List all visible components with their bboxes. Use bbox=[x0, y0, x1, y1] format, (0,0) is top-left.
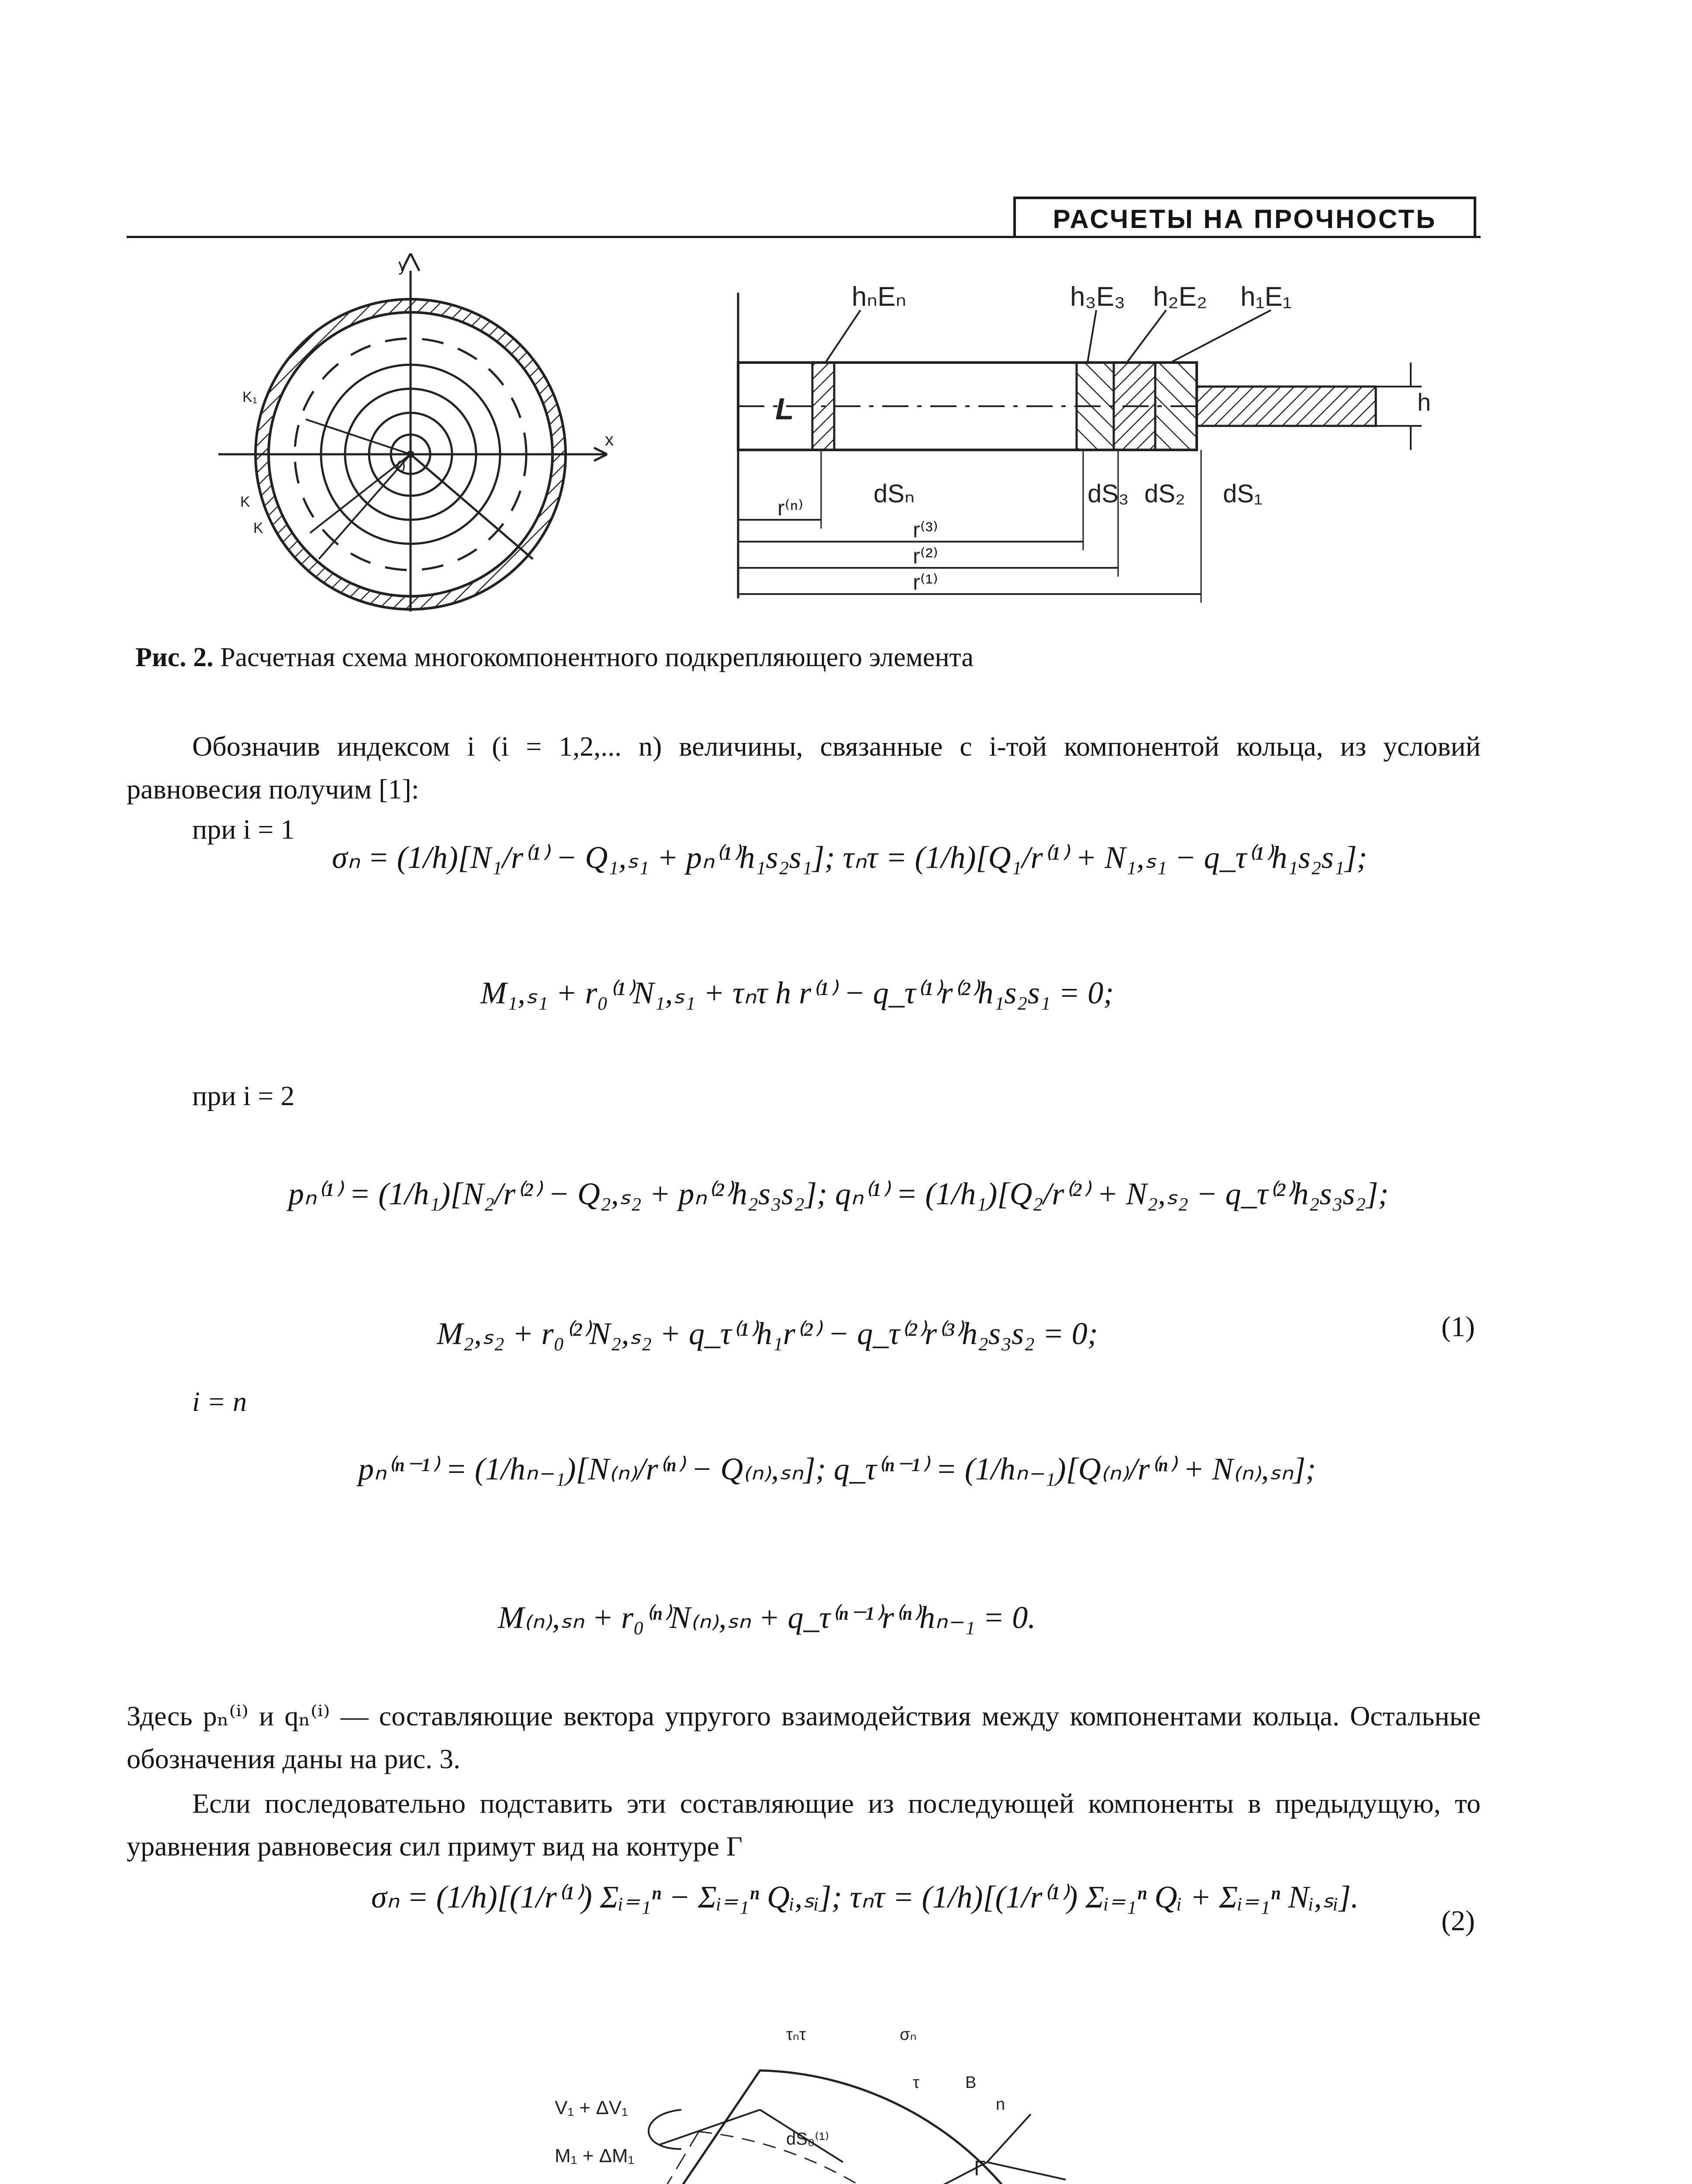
paragraph-2: Здесь pₙ⁽ⁱ⁾ и qₙ⁽ⁱ⁾ — составляющие вектора упругого взаимодействия между компонентами кольца. Остальные обозначения даны на рис. 3. bbox=[127, 1700, 1481, 1774]
label-dsn: dSₙ bbox=[874, 480, 915, 508]
label-rn: r⁽ⁿ⁾ bbox=[777, 496, 804, 520]
label-ds1: dS₁ bbox=[1223, 480, 1263, 508]
label-h1-e1: h₁E₁ bbox=[1240, 282, 1292, 312]
fig3-label-tau: τ bbox=[913, 2073, 920, 2092]
component-section bbox=[738, 293, 1422, 603]
fig3-label-v1-dv1: V₁ + ΔV₁ bbox=[555, 2097, 628, 2118]
label-h: h bbox=[1417, 388, 1431, 416]
equation-2b: M₂,ₛ₂ + r₀⁽²⁾N₂,ₛ₂ + q_τ⁽¹⁾h₁r⁽²⁾ − q_τ⁽²⁾r⁽³⁾h₂s₃s₂ = 0; bbox=[437, 1316, 1098, 1351]
label-r2: r⁽²⁾ bbox=[913, 544, 938, 568]
label-r1: r⁽¹⁾ bbox=[913, 570, 938, 594]
equation-4: σₙ = (1/h)[(1/r⁽¹⁾) Σᵢ₌₁ⁿ − Σᵢ₌₁ⁿ Qᵢ,ₛᵢ]; τₙτ = (1/h)[(1/r⁽¹⁾) Σᵢ₌₁ⁿ Qᵢ + Σᵢ₌₁ⁿ Nᵢ,ₛᵢ]. bbox=[371, 1880, 1359, 1914]
fig2-label-origin: 0 bbox=[397, 457, 406, 475]
fig3-label-ds0: dS₀⁽¹⁾ bbox=[786, 2129, 829, 2149]
fig2-caption-label: Рис. 2. bbox=[135, 643, 214, 672]
equation-3a: pₙ⁽ⁿ⁻¹⁾ = (1/hₙ₋₁)[N₍ₙ₎/r⁽ⁿ⁾ − Q₍ₙ₎,ₛₙ]; q_τ⁽ⁿ⁻¹⁾ = (1/hₙ₋₁)[Q₍ₙ₎/r⁽ⁿ⁾ + N₍ₙ₎,ₛₙ]; bbox=[358, 1451, 1316, 1486]
fig3-label-sigma-n: σₙ bbox=[900, 2025, 917, 2044]
equation-1-number: (1) bbox=[1441, 1311, 1475, 1343]
equation-2-number: (2) bbox=[1441, 1905, 1475, 1937]
section-title: РАСЧЕТЫ НА ПРОЧНОСТЬ bbox=[1013, 197, 1476, 237]
paragraph-3: Если последовательно подставить эти составляющие из последующей компоненты в предыдущую, то уравнения равновесия сил примут вид на контуре Г bbox=[127, 1788, 1481, 1862]
label-h3-e3: h₃E₃ bbox=[1070, 282, 1126, 312]
equation-3b: M₍ₙ₎,ₛₙ + r₀⁽ⁿ⁾N₍ₙ₎,ₛₙ + q_τ⁽ⁿ⁻¹⁾r⁽ⁿ⁾hₙ₋₁ = 0. bbox=[498, 1600, 1036, 1635]
fig3-label-n: n bbox=[996, 2095, 1005, 2114]
fig2-label-y: y bbox=[398, 256, 407, 275]
label-r3: r⁽³⁾ bbox=[913, 518, 938, 542]
case-in-label: i = n bbox=[192, 1386, 247, 1417]
composite-ring-sector bbox=[542, 2070, 1083, 2184]
figure-2 bbox=[122, 253, 1476, 612]
fig3-label-m1-dm1: M₁ + ΔM₁ bbox=[555, 2145, 635, 2167]
fig2-label-k1: K₁ bbox=[242, 389, 258, 405]
fig2-label-k2: K bbox=[240, 494, 250, 510]
label-ds3: dS₃ bbox=[1088, 480, 1129, 508]
fig2-label-k3: K bbox=[253, 520, 263, 536]
label-ds2: dS₂ bbox=[1144, 480, 1185, 508]
fig3-label-b: B bbox=[965, 2073, 977, 2092]
fig3-label-gamma: Г bbox=[974, 2157, 985, 2180]
case-i2-label: при i = 2 bbox=[192, 1080, 295, 1111]
label-h2-e2: h₂E₂ bbox=[1153, 282, 1207, 312]
fig2-caption-text: Расчетная схема многокомпонентного подкрепляющего элемента bbox=[220, 643, 974, 672]
label-hn-en: hₙEₙ bbox=[852, 282, 907, 312]
equation-2a: pₙ⁽¹⁾ = (1/h₁)[N₂/r⁽²⁾ − Q₂,ₛ₂ + pₙ⁽²⁾h₂s₃s₂]; qₙ⁽¹⁾ = (1/h₁)[Q₂/r⁽²⁾ + N₂,ₛ₂ − q_τ⁽²⁾h₂s₃s₂]; bbox=[288, 1176, 1389, 1211]
label-L: L bbox=[775, 392, 794, 426]
fig2-caption bbox=[135, 642, 974, 673]
case-i1-label: при i = 1 bbox=[192, 814, 295, 845]
paragraph-1: Обозначив индексом i (i = 1,2,... n) величины, связанные с i-той компонентой кольца, из условий равновесия получим [1]: bbox=[127, 731, 1481, 805]
equation-1a: σₙ = (1/h)[N₁/r⁽¹⁾ − Q₁,ₛ₁ + pₙ⁽¹⁾h₁s₂s₁]; τₙτ = (1/h)[Q₁/r⁽¹⁾ + N₁,ₛ₁ − q_τ⁽¹⁾h₁s₂s₁]; bbox=[332, 840, 1367, 875]
fig2-label-x: x bbox=[605, 430, 614, 449]
equation-1b: M₁,ₛ₁ + r₀⁽¹⁾N₁,ₛ₁ + τₙτ h r⁽¹⁾ − q_τ⁽¹⁾r⁽²⁾h₁s₂s₁ = 0; bbox=[480, 975, 1114, 1010]
fig3-label-tau-nt: τₙτ bbox=[786, 2025, 806, 2044]
ring-cross-section bbox=[218, 253, 607, 612]
figure-3 bbox=[480, 2001, 1136, 2184]
